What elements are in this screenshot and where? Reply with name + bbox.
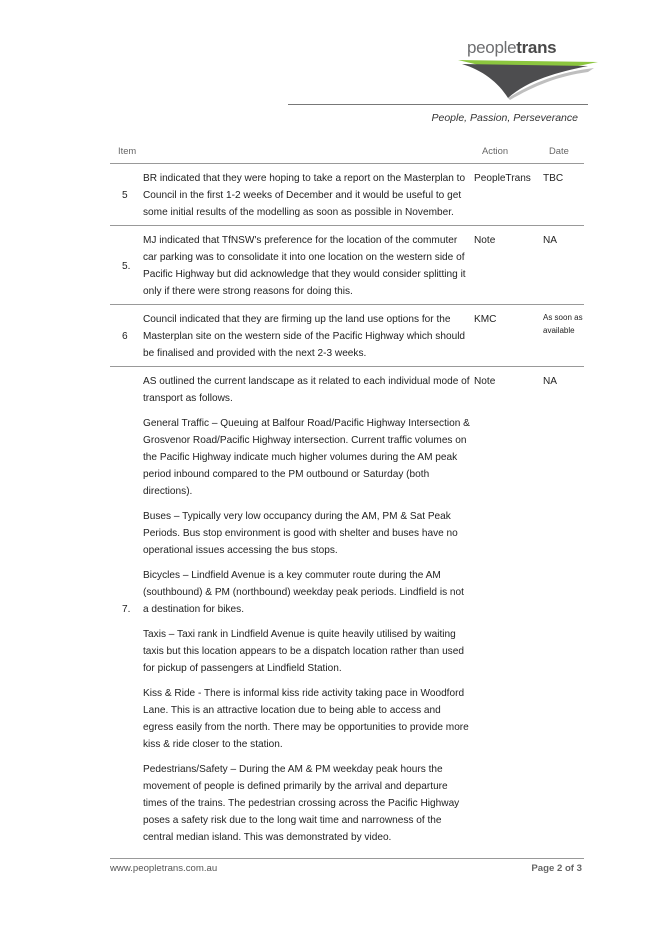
description-paragraph: Buses – Typically very low occupancy during the AM, PM & Sat Peak Periods. Bus stop environment is good with shelter and buses have no operational issues accessing the bus stops. (143, 511, 458, 556)
column-header-description (143, 140, 472, 164)
column-header-item: Item (110, 140, 143, 164)
item-date: TBC (539, 164, 584, 226)
description-paragraph: Council indicated that they are firming up the land use options for the Masterplan site on the western side of the Pacific Highway which should be finalised and provided with the next 2-3 weeks. (143, 314, 466, 359)
description-paragraph: Taxis – Taxi rank in Lindfield Avenue is quite heavily utilised by waiting taxis but this location appears to be a dispatch location rather than used for pickup of passengers at Lindfield Station. (143, 629, 464, 674)
footer-divider (110, 858, 584, 859)
table-row (110, 164, 584, 226)
item-date: NA (543, 376, 558, 387)
table-row (110, 305, 584, 367)
item-number: 5. (110, 226, 143, 305)
item-number: 5 (110, 164, 143, 226)
brand-wordmark (467, 38, 556, 58)
item-description (143, 305, 472, 367)
item-description (143, 367, 472, 851)
description-paragraph: Pedestrians/Safety – During the AM & PM weekday peak hours the movement of people is defined primarily by the arrival and departure times of the trains. The pedestrian crossing across the Pacific Highway poses a safety risk due to the long wait time and narrowness of the central median island. This was demonstrated by video. (143, 764, 460, 843)
item-action: PeopleTrans (472, 164, 539, 226)
item-date: As soon as available (539, 305, 584, 367)
table-row (110, 367, 584, 851)
column-header-date: Date (539, 140, 584, 164)
item-description (143, 226, 472, 305)
table-header-row (110, 140, 584, 164)
item-action: Note (472, 226, 539, 305)
brand-bold-text: trans (516, 38, 557, 57)
description-paragraph: General Traffic – Queuing at Balfour Road/Pacific Highway Intersection & Grosvenor Road/Pacific Highway intersection. Current traffic volumes on the Pacific Highway indicate much higher volumes during the AM peak period inbound compared to the PM outbound or Saturday (both directions). (143, 418, 470, 497)
footer-page-number: Page 2 of 3 (531, 863, 582, 874)
item-number: 7. (122, 604, 131, 615)
item-date: NA (539, 226, 584, 305)
item-action: Note (474, 376, 496, 387)
description-paragraph: BR indicated that they were hoping to take a report on the Masterplan to Council in the first 1-2 weeks of December and it would be useful to get some initial results of the modelling as soon as possible in November. (143, 173, 466, 218)
description-paragraph: Bicycles – Lindfield Avenue is a key commuter route during the AM (southbound) & PM (northbound) weekday peak periods. Lindfield is not a destination for bikes. (143, 570, 464, 615)
logo-swoosh-graphic (448, 58, 598, 103)
column-header-action: Action (472, 140, 539, 164)
minutes-table (110, 140, 584, 850)
table-row (110, 226, 584, 305)
footer-website: www.peopletrans.com.au (110, 863, 218, 874)
tagline: People, Passion, Perseverance (431, 112, 578, 124)
description-paragraph: AS outlined the current landscape as it related to each individual mode of transport as follows. (143, 376, 470, 404)
description-paragraph: MJ indicated that TfNSW's preference for the location of the commuter car parking was to consolidate it into one location on the western side of Pacific Highway but did acknowledge that they would consider splitting it only if there were strong reasons for doing this. (143, 235, 466, 297)
item-action: KMC (472, 305, 539, 367)
description-paragraph: Kiss & Ride - There is informal kiss ride activity taking pace in Woodford Lane. This is an attractive location due to being able to access and egress easily from the north. There may be opportunities to provide more kiss & ride closer to the station. (143, 688, 469, 750)
brand-light-text: people (467, 38, 517, 57)
header-divider (288, 104, 588, 105)
item-number: 6 (110, 305, 143, 367)
item-description (143, 164, 472, 226)
